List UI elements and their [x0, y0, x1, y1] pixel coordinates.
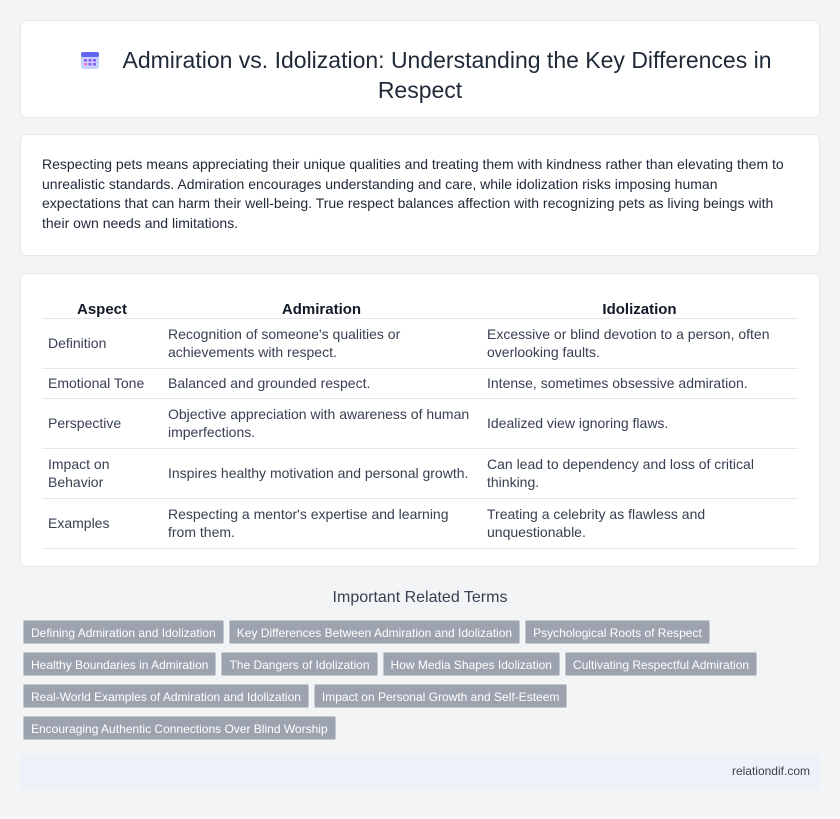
cell-idolization: Treating a celebrity as flawless and unquestionable.	[481, 498, 798, 548]
related-term-tag[interactable]: Defining Admiration and Idolization	[23, 620, 224, 644]
cell-idolization: Idealized view ignoring flaws.	[481, 398, 798, 448]
cell-idolization: Can lead to dependency and loss of critical thinking.	[481, 448, 798, 498]
cell-aspect: Perspective	[42, 398, 162, 448]
calendar-icon	[78, 48, 102, 72]
page-title: Admiration vs. Idolization: Understanding the Key Differences in Respect	[122, 47, 772, 103]
related-term-tag[interactable]: The Dangers of Idolization	[221, 652, 377, 676]
cell-aspect: Definition	[42, 318, 162, 368]
footer	[20, 755, 820, 789]
comparison-card	[20, 273, 820, 567]
cell-admiration: Respecting a mentor's expertise and learning from them.	[162, 498, 481, 548]
header-idolization: Idolization	[481, 296, 798, 318]
tag-row	[23, 652, 803, 684]
related-term-tag[interactable]: Real-World Examples of Admiration and Idolization	[23, 684, 309, 708]
table-header-row	[42, 296, 798, 318]
related-term-tag[interactable]: Healthy Boundaries in Admiration	[23, 652, 216, 676]
page-title-wrap	[21, 45, 819, 105]
cell-idolization: Intense, sometimes obsessive admiration.	[481, 368, 798, 398]
table-row	[42, 368, 798, 398]
cell-admiration: Inspires healthy motivation and personal growth.	[162, 448, 481, 498]
cell-admiration: Recognition of someone's qualities or achievements with respect.	[162, 318, 481, 368]
related-term-tag[interactable]: Encouraging Authentic Connections Over Blind Worship	[23, 716, 336, 740]
tag-row	[23, 716, 803, 748]
related-term-tag[interactable]: Cultivating Respectful Admiration	[565, 652, 757, 676]
header-card	[20, 20, 820, 118]
cell-aspect: Examples	[42, 498, 162, 548]
table-row	[42, 498, 798, 548]
table-row	[42, 448, 798, 498]
cell-aspect: Impact on Behavior	[42, 448, 162, 498]
related-term-tag[interactable]: Key Differences Between Admiration and Idolization	[229, 620, 520, 644]
cell-aspect: Emotional Tone	[42, 368, 162, 398]
header-aspect: Aspect	[42, 296, 162, 318]
related-term-tag[interactable]: Psychological Roots of Respect	[525, 620, 710, 644]
table-row	[42, 398, 798, 448]
tag-row	[23, 620, 803, 652]
intro-card	[20, 134, 820, 256]
related-term-tag[interactable]: How Media Shapes Idolization	[383, 652, 560, 676]
cell-idolization: Excessive or blind devotion to a person, often overlooking faults.	[481, 318, 798, 368]
cell-admiration: Balanced and grounded respect.	[162, 368, 481, 398]
tag-row	[23, 684, 803, 716]
cell-admiration: Objective appreciation with awareness of human imperfections.	[162, 398, 481, 448]
header-admiration: Admiration	[162, 296, 481, 318]
related-terms-heading: Important Related Terms	[332, 589, 508, 606]
intro-paragraph: Respecting pets means appreciating their unique qualities and treating them with kindness rather than elevating them to unrealistic standards. Admiration encourages understanding and care, while idolization risks imposing human expectations that can harm their well-being. True respect balances affection with recognizing pets as living beings with their own needs and limitations.	[42, 156, 784, 231]
table-row	[42, 318, 798, 368]
comparison-table	[42, 296, 798, 549]
footer-site-link[interactable]: relationdif.com	[731, 764, 810, 778]
related-terms-list	[23, 620, 803, 748]
related-term-tag[interactable]: Impact on Personal Growth and Self-Esteem	[314, 684, 567, 708]
